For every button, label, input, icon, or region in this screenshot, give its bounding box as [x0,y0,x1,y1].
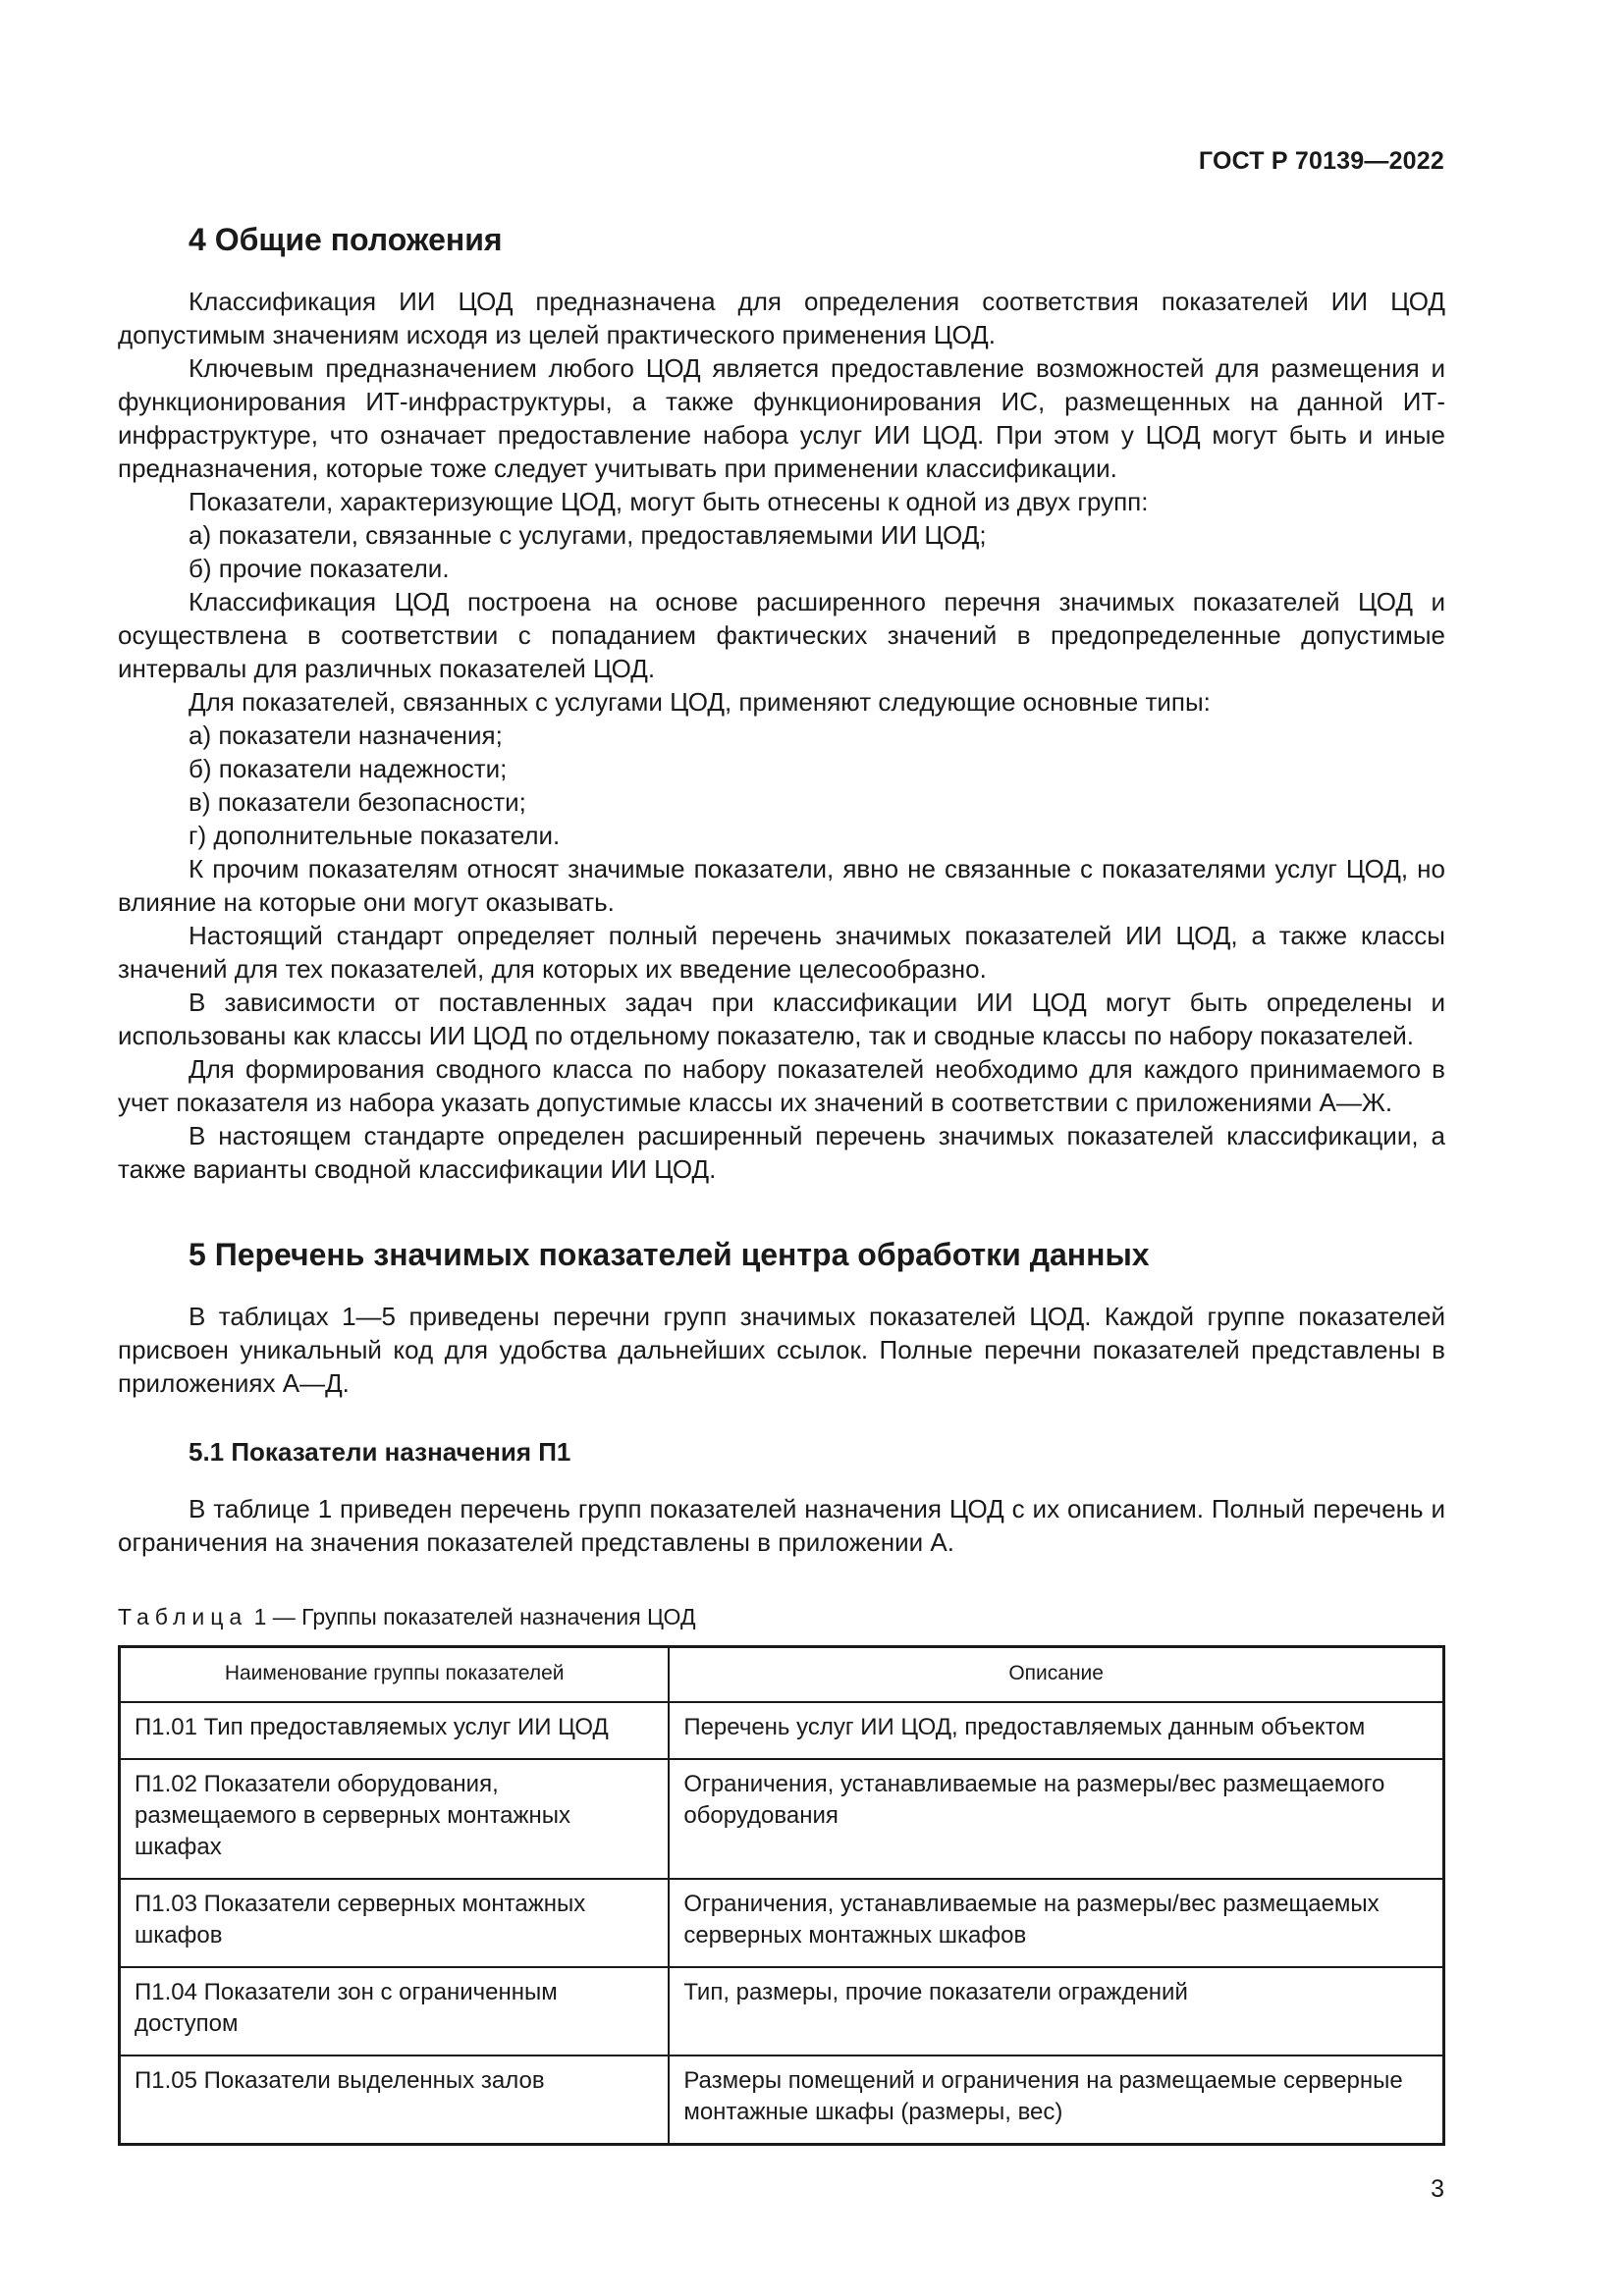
table-cell-group-name: П1.02 Показатели оборудования, размещаемого в серверных монтажных шкафах [120,1759,670,1879]
table-caption-title: 1 — Группы показателей назначения ЦОД [247,1604,696,1629]
subsection-5-1-body [118,1492,1445,1559]
paragraph: Для формирования сводного класса по набору показателей необходимо для каждого принимаемого в учет показателя из набора указать допустимые классы их значений в соответствии с приложениями А—Ж. [118,1054,1445,1117]
table-cell-description: Тип, размеры, прочие показатели ограждений [669,1967,1443,2056]
table-cell-description: Ограничения, устанавливаемые на размеры/вес размещаемого оборудования [669,1759,1443,1879]
list-item: в) показатели безопасности; [189,787,526,817]
table-header-cell-description: Описание [669,1647,1443,1703]
table-header-cell-name: Наименование группы показателей [120,1647,670,1703]
list-item: г) дополнительные показатели. [189,821,561,850]
table-cell-description: Ограничения, устанавливаемые на размеры/вес размещаемых серверных монтажных шкафов [669,1879,1443,1967]
table-body [120,1702,1444,2145]
table-cell-description: Перечень услуг ИИ ЦОД, предоставляемых данным объектом [669,1702,1443,1759]
table-row [120,1879,1444,1967]
section-4-body [118,285,1445,1186]
paragraph: К прочим показателям относят значимые показатели, явно не связанные с показателями услуг ЦОД, но влияние на которые они могут оказывать. [118,854,1445,917]
paragraph: Показатели, характеризующие ЦОД, могут быть отнесены к одной из двух групп: [189,487,1149,516]
section-5-title: 5 Перечень значимых показателей центра обработки данных [189,1237,1150,1272]
page-content [118,218,1445,2146]
paragraph: Классификация ИИ ЦОД предназначена для определения соответствия показателей ИИ ЦОД допустимым значениям исходя из целей практического применения ЦОД. [118,287,1445,349]
table-header-row [120,1647,1444,1703]
table-row [120,1967,1444,2056]
table-cell-description: Размеры помещений и ограничения на размещаемые серверные монтажные шкафы (размеры, вес) [669,2056,1443,2145]
section-5-intro: В таблицах 1—5 приведены перечни групп значимых показателей ЦОД. Каждой группе показателей присвоен уникальный код для удобства дальнейших ссылок. Полные перечни показателей представлены в приложениях А—Д. [118,1302,1445,1398]
section-5 [118,1233,1445,1559]
table-caption-label: Таблица [118,1604,248,1629]
section-4-title: 4 Общие положения [189,222,503,257]
indicator-groups-table [118,1645,1445,2146]
table-cell-group-name: П1.04 Показатели зон с ограниченным доступом [120,1967,670,2056]
paragraph: Классификация ЦОД построена на основе расширенного перечня значимых показателей ЦОД и осуществлена в соответствии с попаданием фактических значений в предопределенные допустимые интервалы для различных показателей ЦОД. [118,587,1445,683]
list-item: а) показатели назначения; [189,721,503,750]
list-item: б) прочие показатели. [189,554,450,583]
document-id-header: ГОСТ Р 70139—2022 [1198,147,1444,175]
subsection-5-1-title: 5.1 Показатели назначения П1 [189,1437,571,1467]
table-row [120,1702,1444,1759]
page-number: 3 [1431,2175,1444,2203]
subsection-5-1-text: В таблице 1 приведен перечень групп показателей назначения ЦОД с их описанием. Полный перечень и ограничения на значения показателей представлены в приложении А. [118,1494,1445,1557]
paragraph: В зависимости от поставленных задач при классификации ИИ ЦОД могут быть определены и использованы как классы ИИ ЦОД по отдельному показателю, так и сводные классы по набору показателей. [118,988,1445,1050]
list-item: а) показатели, связанные с услугами, предоставляемыми ИИ ЦОД; [189,520,987,550]
table-1-caption [118,1602,1445,1631]
paragraph: Настоящий стандарт определяет полный перечень значимых показателей ИИ ЦОД, а также классы значений для тех показателей, для которых их введение целесообразно. [118,921,1445,984]
list-item: б) показатели надежности; [189,754,508,783]
paragraph: Ключевым предназначением любого ЦОД является предоставление возможностей для размещения и функционирования ИТ-инфраструктуры, а также функционирования ИС, размещенных на данной ИТ-инфраструктуре, что означает предоставление набора услуг ИИ ЦОД. При этом у ЦОД могут быть и иные предназначения, которые тоже следует учитывать при применении классификации. [118,353,1445,483]
table-row [120,2056,1444,2145]
paragraph: В настоящем стандарте определен расширенный перечень значимых показателей классификации, а также варианты сводной классификации ИИ ЦОД. [118,1121,1445,1184]
table-cell-group-name: П1.03 Показатели серверных монтажных шкафов [120,1879,670,1967]
table-row [120,1759,1444,1879]
table-cell-group-name: П1.01 Тип предоставляемых услуг ИИ ЦОД [120,1702,670,1759]
section-5-body [118,1300,1445,1400]
paragraph: Для показателей, связанных с услугами ЦОД, применяют следующие основные типы: [189,687,1211,717]
table-cell-group-name: П1.05 Показатели выделенных залов [120,2056,670,2145]
